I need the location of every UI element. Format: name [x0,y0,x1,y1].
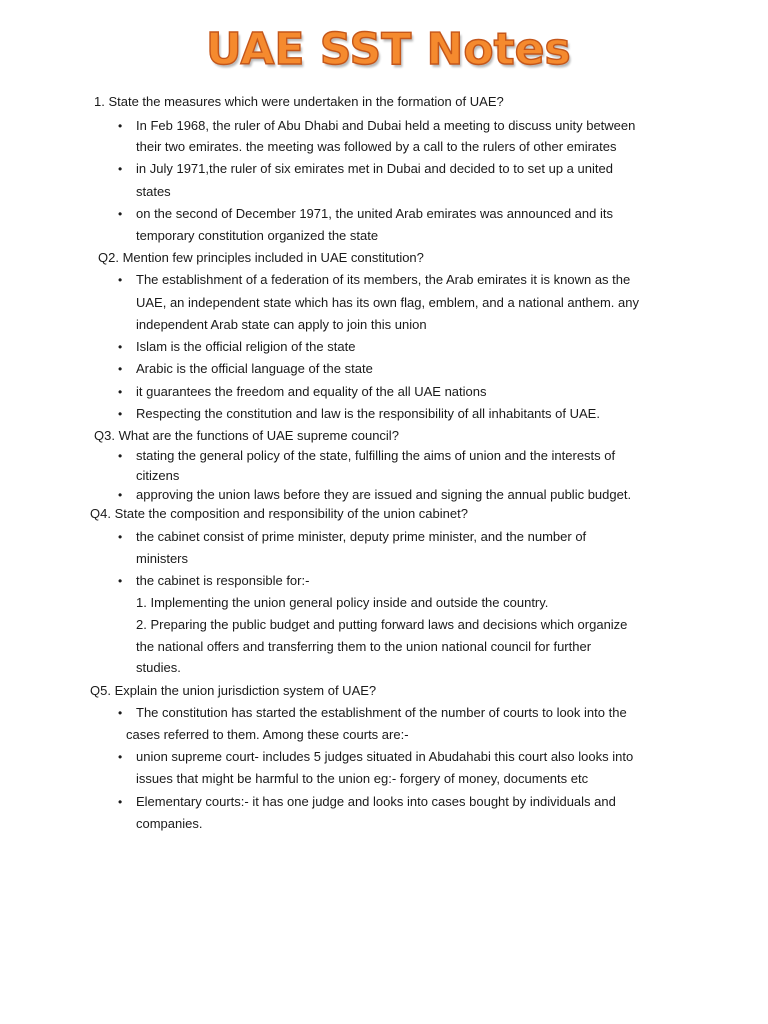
answer-line: In Feb 1968, the ruler of Abu Dhabi and Dubai held a meeting to discuss unity between [136,118,636,133]
answer-line: 1. Implementing the union general policy inside and outside the country. [136,595,549,610]
bullet-icon: • [118,449,123,463]
bullet-icon: • [118,362,123,376]
bullet-icon: • [118,385,123,399]
bullet-icon: • [118,162,123,176]
answer-line: Arabic is the official language of the state [136,361,373,376]
answer-line: UAE, an independent state which has its own flag, emblem, and a national anthem. any [136,295,639,310]
answer-line: the cabinet consist of prime minister, deputy prime minister, and the number of [136,529,587,544]
answer-line: in July 1971,the ruler of six emirates met in Dubai and decided to to set up a united [136,161,613,176]
answer-line: ministers [136,551,189,566]
answer-line: the national offers and transferring them to the union national council for further [136,639,592,654]
bullet-icon: • [118,488,123,502]
answer-line: Elementary courts:- it has one judge and looks into cases bought by individuals and [136,794,616,809]
answer-line: cases referred to them. Among these courts are:- [126,727,409,742]
bullet-icon: • [118,340,123,354]
bullet-icon: • [118,750,123,764]
bullet-icon: • [118,273,123,287]
answer-line: the cabinet is responsible for:- [136,573,310,588]
answer-line: stating the general policy of the state, fulfilling the aims of union and the interests of [136,448,616,463]
answer-line: issues that might be harmful to the union eg:- forgery of money, documents etc [136,771,589,786]
answer-line: companies. [136,816,203,831]
answer-line: Islam is the official religion of the state [136,339,356,354]
answer-line: independent Arab state can apply to join this union [136,317,427,332]
question-5: Q5. Explain the union jurisdiction system of UAE? [90,683,377,698]
page-title: UAE SST Notes [206,24,571,75]
question-4: Q4. State the composition and responsibility of the union cabinet? [90,506,468,521]
answer-line: studies. [136,660,181,675]
answer-line: citizens [136,468,180,483]
answer-line: Respecting the constitution and law is the responsibility of all inhabitants of UAE. [136,406,600,421]
bullet-icon: • [118,207,123,221]
question-3: Q3. What are the functions of UAE supreme council? [94,428,399,443]
question-2: Q2. Mention few principles included in UAE constitution? [98,250,424,265]
bullet-icon: • [118,574,123,588]
answer-line: The establishment of a federation of its members, the Arab emirates it is known as the [136,272,631,287]
question-1: 1. State the measures which were undertaken in the formation of UAE? [94,94,504,109]
bullet-icon: • [118,530,123,544]
answer-line: The constitution has started the establishment of the number of courts to look into the [136,705,627,720]
bullet-icon: • [118,706,123,720]
bullet-icon: • [118,407,123,421]
answer-line: temporary constitution organized the state [136,228,379,243]
answer-line: on the second of December 1971, the united Arab emirates was announced and its [136,206,613,221]
bullet-icon: • [118,119,123,133]
answer-line: approving the union laws before they are issued and signing the annual public budget. [136,487,632,502]
bullet-icon: • [118,795,123,809]
answer-line: 2. Preparing the public budget and putting forward laws and decisions which organize [136,617,628,632]
answer-line: union supreme court- includes 5 judges situated in Abudahabi this court also looks into [136,749,634,764]
answer-line: states [136,184,171,199]
answer-line: it guarantees the freedom and equality of the all UAE nations [136,384,487,399]
answer-line: their two emirates. the meeting was followed by a call to the rulers of other emirates [136,139,617,154]
